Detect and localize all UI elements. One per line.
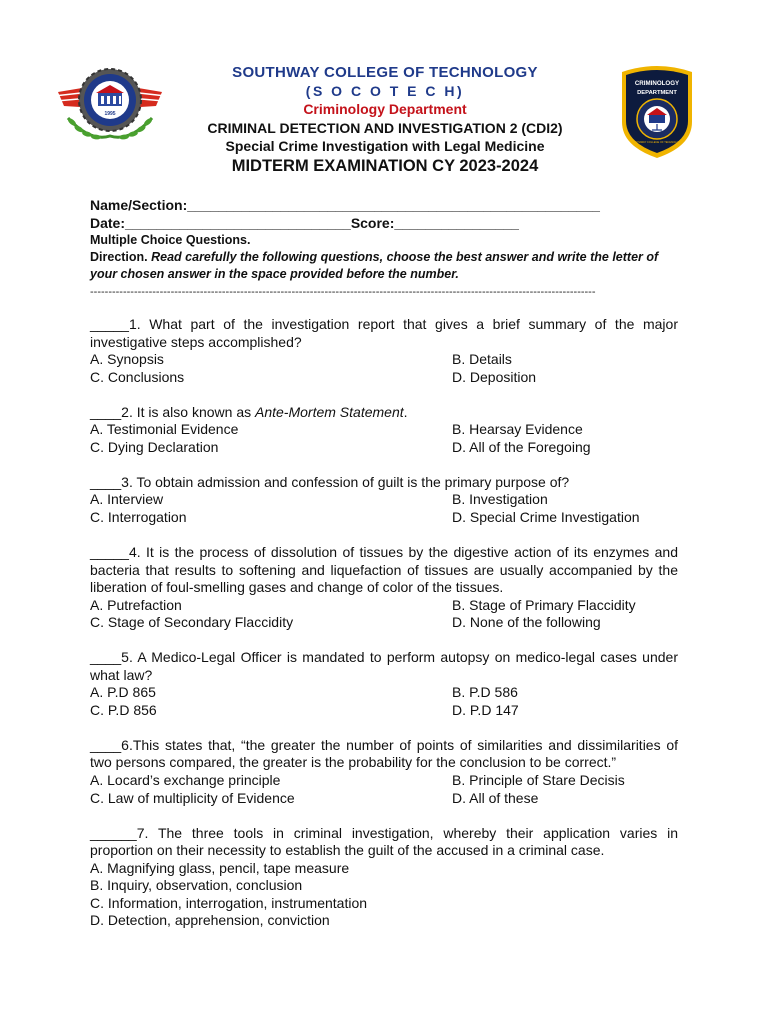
choice-d: D. None of the following	[452, 614, 601, 631]
question-text: 2. It is also known as	[121, 403, 255, 420]
choice-b: B. Investigation	[452, 491, 548, 508]
question-list	[90, 316, 678, 948]
question-text: 3. To obtain admission and confession of guilt is the primary purpose of?	[121, 473, 570, 490]
shield-ring-text: SOUTHWAY COLLEGE OF TECHNOLOGY	[631, 141, 683, 144]
question-text-italic: Ante-Mortem Statement	[255, 403, 404, 420]
answer-blank[interactable]: ____	[90, 736, 122, 753]
choices	[90, 772, 678, 807]
direction-text: Read carefully the following questions, choose the best answer and write the letter of your chosen answer in the space provided before the number.	[90, 250, 659, 281]
name-section-field[interactable]: Name/Section:_____________________________________________________	[90, 197, 600, 213]
choice-a: A. Putrefaction	[90, 596, 182, 613]
seal-year: 1995	[104, 111, 116, 117]
shield-top-text: CRIMINOLOGY	[634, 80, 680, 87]
school-acronym: (S O C O T E C H)	[305, 83, 465, 99]
question-stem	[90, 737, 678, 772]
choice-c: C. Dying Declaration	[90, 438, 219, 455]
choice-b: B. Principle of Stare Decisis	[452, 771, 625, 788]
question-stem	[90, 649, 678, 684]
course-title: CRIMINAL DETECTION AND INVESTIGATION 2 (CDI2)	[207, 120, 563, 136]
choice-c: C. Law of multiplicity of Evidence	[90, 789, 295, 806]
department-name: Criminology Department	[303, 101, 467, 117]
question-1	[90, 316, 678, 386]
choice-d: D. P.D 147	[452, 701, 519, 718]
question-text: 6.This states that, “the greater the number of points of similarities and dissimilarities of two persons compared, the greater is the probability for the conclusion to be correct.”	[90, 736, 678, 771]
date-score-row	[90, 214, 678, 232]
choice-a: A. P.D 865	[90, 684, 156, 701]
question-5	[90, 649, 678, 719]
choice-a: A. Magnifying glass, pencil, tape measure	[90, 859, 350, 876]
choices	[90, 351, 678, 386]
score-field[interactable]: Score:________________	[350, 215, 519, 231]
question-text: 5. A Medico-Legal Officer is mandated to perform autopsy on medico-legal cases under what law?	[90, 649, 678, 683]
choice-d: D. Special Crime Investigation	[452, 508, 640, 525]
course-subtitle: Special Crime Investigation with Legal Medicine	[225, 138, 545, 154]
shield-mid-text: DEPARTMENT	[637, 90, 677, 96]
choice-c: C. Information, interrogation, instrumentation	[90, 894, 368, 911]
criminology-department-shield-logo	[618, 64, 696, 160]
college-seal-logo	[50, 62, 170, 147]
choices	[90, 684, 678, 719]
answer-blank[interactable]: ____	[90, 649, 122, 666]
direction-label: Direction.	[90, 250, 148, 264]
choice-d: D. All of the Foregoing	[452, 438, 591, 455]
answer-blank[interactable]: _____	[90, 544, 129, 561]
exam-title: MIDTERM EXAMINATION CY 2023-2024	[231, 157, 539, 175]
answer-blank[interactable]: _____	[90, 316, 129, 332]
choice-a: A. Interview	[90, 491, 164, 508]
question-stem	[90, 404, 678, 422]
header-text-block	[170, 64, 600, 177]
question-text: 7. The three tools in criminal investigation, whereby their application varies in proportion on their necessity to establish the guilt of the accused in a criminal case.	[90, 824, 678, 859]
question-stem	[90, 316, 678, 351]
date-field[interactable]: Date:_____________________________	[90, 215, 351, 231]
choice-b: B. P.D 586	[452, 684, 518, 701]
choice-c: C. Stage of Secondary Flaccidity	[90, 614, 294, 631]
question-text-end: .	[403, 403, 408, 420]
question-4	[90, 544, 678, 632]
directions	[90, 249, 678, 283]
question-stem	[90, 474, 678, 492]
choice-a: A. Testimonial Evidence	[90, 421, 239, 438]
question-7	[90, 825, 678, 930]
question-3	[90, 474, 678, 527]
separator-line: ------------------------------------------------------------------------------------------------------------------------------------------	[90, 286, 596, 298]
section-title: Multiple Choice Questions.	[90, 233, 251, 247]
choice-c: C. P.D 856	[90, 701, 157, 718]
choice-b: B. Stage of Primary Flaccidity	[452, 596, 636, 613]
choice-d: D. Detection, apprehension, conviction	[90, 912, 330, 929]
choices	[90, 597, 678, 632]
school-name: SOUTHWAY COLLEGE OF TECHNOLOGY	[232, 64, 538, 81]
choice-c: C. Conclusions	[90, 368, 185, 385]
choice-b: B. Details	[452, 351, 512, 367]
choice-d: D. Deposition	[452, 368, 537, 385]
question-stem	[90, 544, 678, 597]
question-2	[90, 404, 678, 457]
choices	[90, 860, 678, 930]
answer-blank[interactable]: ______	[90, 824, 137, 841]
question-6	[90, 737, 678, 807]
answer-blank[interactable]: ____	[90, 403, 122, 420]
question-stem	[90, 825, 678, 860]
student-info-form	[90, 196, 678, 299]
choice-b: B. Hearsay Evidence	[452, 421, 583, 438]
answer-blank[interactable]: ____	[90, 473, 122, 490]
choice-a: A. Locard’s exchange principle	[90, 771, 281, 788]
choice-b: B. Inquiry, observation, conclusion	[90, 877, 303, 894]
question-text: 4. It is the process of dissolution of tissues by the digestive action of its enzymes and bacteria that results to softening and liquefaction of tissues are usually accompanied by the liberation of foul-smelling gases and change of color of the tissues.	[90, 544, 678, 596]
choice-d: D. All of these	[452, 789, 539, 806]
choices	[90, 491, 678, 526]
question-text: 1. What part of the investigation report that gives a brief summary of the major investigative steps accomplished?	[90, 316, 678, 350]
choices	[90, 421, 678, 456]
choice-c: C. Interrogation	[90, 508, 187, 525]
choice-a: A. Synopsis	[90, 351, 164, 367]
exam-header	[0, 60, 768, 180]
